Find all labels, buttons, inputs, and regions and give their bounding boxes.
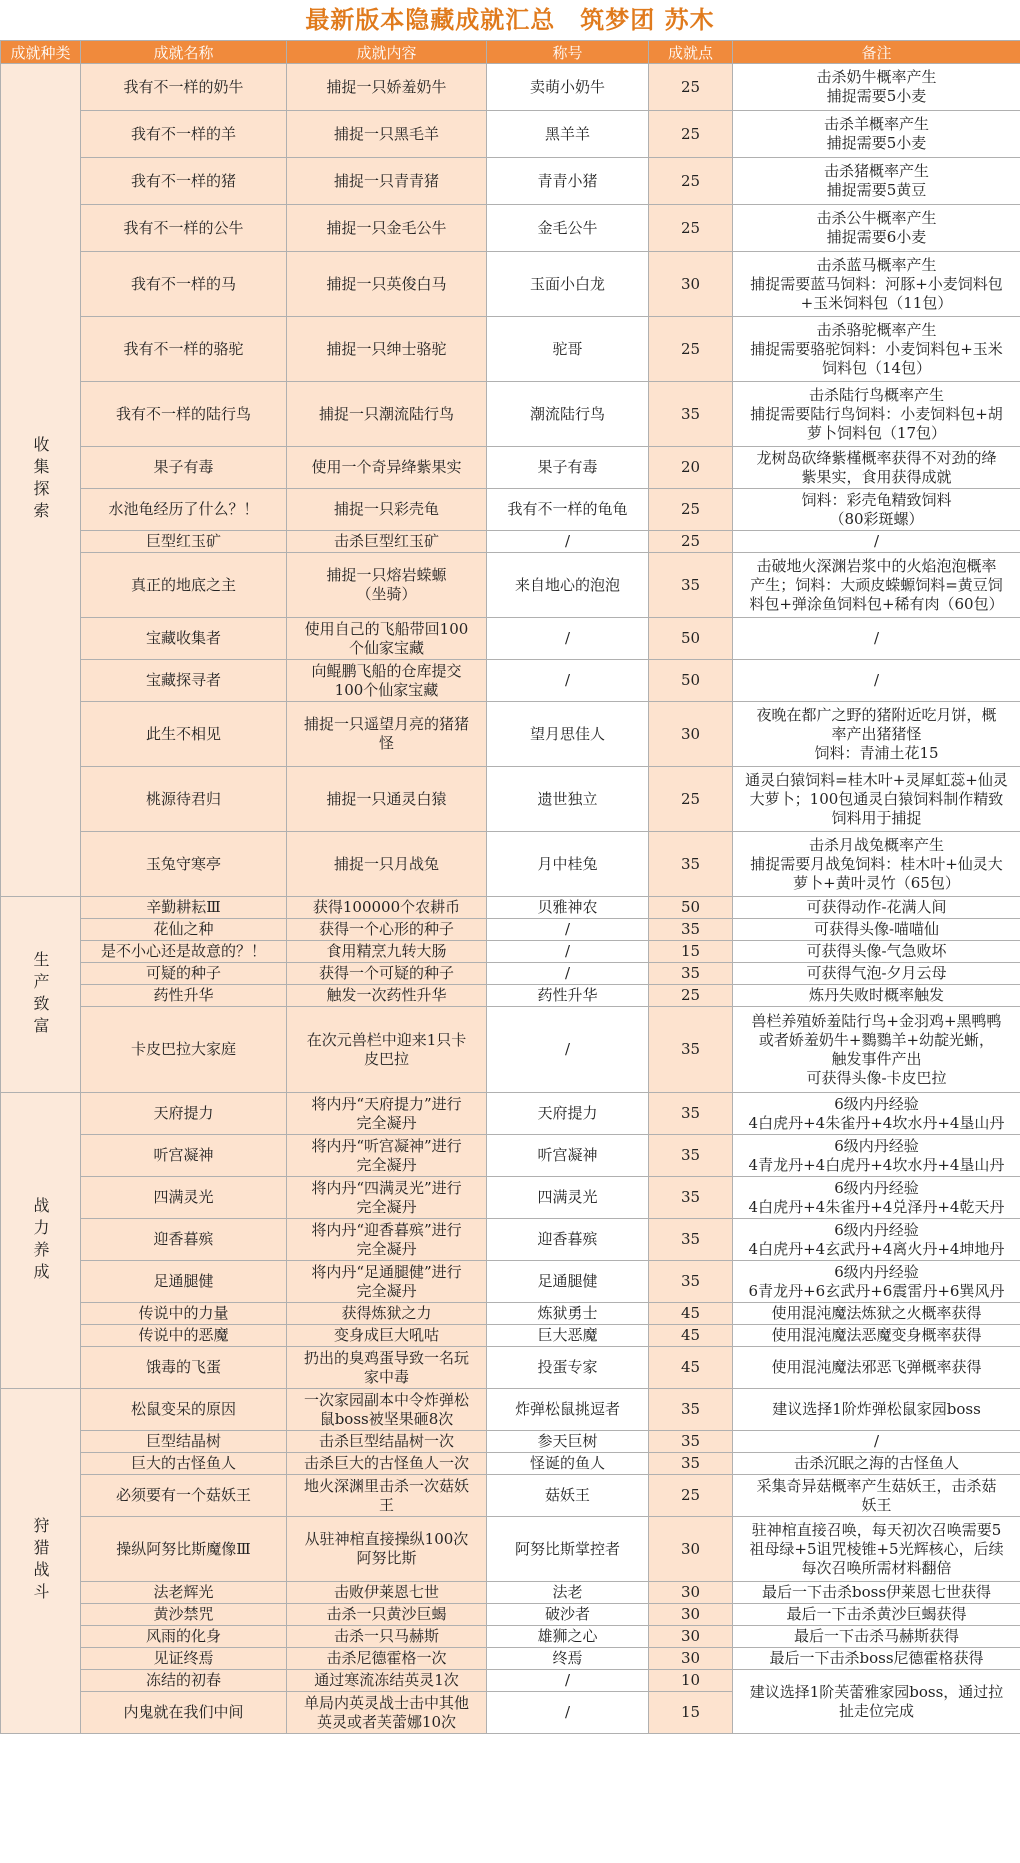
achievement-content-cell: 捕捉一只通灵白猿 [287,767,487,832]
achievement-points-cell: 35 [649,1453,733,1475]
achievement-content-cell: 使用自己的飞船带回100 个仙家宝藏 [287,618,487,660]
achievement-note-cell: 最后一下击杀马赫斯获得 [733,1626,1020,1648]
achievement-title-cell: / [487,531,649,553]
achievement-points-cell: 35 [649,1007,733,1093]
table-row [1,1648,1020,1670]
achievement-content-cell: 击败伊莱恩七世 [287,1582,487,1604]
table-row [1,1135,1020,1177]
achievement-title-cell: 我有不一样的龟龟 [487,489,649,531]
category-cell: 战力养成 [1,1093,81,1389]
achievement-note-cell: / [733,1431,1020,1453]
table-row [1,1303,1020,1325]
achievement-note-cell: 可获得动作-花满人间 [733,897,1020,919]
achievement-points-cell: 30 [649,1582,733,1604]
page-title: 最新版本隐藏成就汇总 筑梦团 苏木 [0,0,1020,40]
achievement-content-cell: 单局内英灵战士击中其他 英灵或者芙蕾娜10次 [287,1692,487,1734]
achievement-note-cell: 击杀骆驼概率产生 捕捉需要骆驼饲料：小麦饲料包+玉米 饲料包（14包） [733,317,1020,382]
achievement-content-cell: 捕捉一只熔岩蝾螈 （坐骑） [287,553,487,618]
achievement-content-cell: 通过寒流冻结英灵1次 [287,1670,487,1692]
achievement-points-cell: 50 [649,660,733,702]
achievement-title-cell: / [487,963,649,985]
table-row [1,447,1020,489]
achievement-note-cell: 6级内丹经验 4白虎丹+4玄武丹+4离火丹+4坤地丹 [733,1219,1020,1261]
achievement-name-cell: 足通腿健 [81,1261,287,1303]
achievement-note-cell: 6级内丹经验 4白虎丹+4朱雀丹+4坎水丹+4垦山丹 [733,1093,1020,1135]
achievement-title-cell: 果子有毒 [487,447,649,489]
achievement-name-cell: 宝藏收集者 [81,618,287,660]
achievement-points-cell: 35 [649,1093,733,1135]
achievement-points-cell: 25 [649,317,733,382]
table-row [1,985,1020,1007]
achievement-note-cell: 击杀月战兔概率产生 捕捉需要月战兔饲料：桂木叶+仙灵大 萝卜+黄叶灵竹（65包） [733,832,1020,897]
achievement-title-cell: 驼哥 [487,317,649,382]
achievement-title-cell: 巨大恶魔 [487,1325,649,1347]
achievement-points-cell: 35 [649,1261,733,1303]
achievement-name-cell: 四满灵光 [81,1177,287,1219]
table-row [1,252,1020,317]
achievement-name-cell: 卡皮巴拉大家庭 [81,1007,287,1093]
achievement-content-cell: 捕捉一只绅士骆驼 [287,317,487,382]
achievement-points-cell: 35 [649,382,733,447]
achievement-points-cell: 25 [649,985,733,1007]
achievement-title-cell: 破沙者 [487,1604,649,1626]
achievement-note-cell: 击杀沉眠之海的古怪鱼人 [733,1453,1020,1475]
achievement-title-cell: 望月思佳人 [487,702,649,767]
achievement-note-cell: 采集奇异菇概率产生菇妖王，击杀菇 妖王 [733,1475,1020,1517]
achievement-content-cell: 获得炼狱之力 [287,1303,487,1325]
achievement-name-cell: 巨型红玉矿 [81,531,287,553]
achievement-name-cell: 黄沙禁咒 [81,1604,287,1626]
achievement-note-cell: 龙树岛砍绛紫槿概率获得不对劲的绛 紫果实，食用获得成就 [733,447,1020,489]
achievement-points-cell: 10 [649,1670,733,1692]
achievement-name-cell: 可疑的种子 [81,963,287,985]
category-cell: 狩猎战斗 [1,1389,81,1734]
table-row [1,111,1020,158]
achievement-content-cell: 获得100000个农耕币 [287,897,487,919]
table-row [1,1389,1020,1431]
achievement-points-cell: 30 [649,1604,733,1626]
achievement-note-cell: 夜晚在都广之野的猪附近吃月饼，概 率产出猪猪怪 饲料：青浦土花15 [733,702,1020,767]
achievement-content-cell: 一次家园副本中令炸弹松 鼠boss被坚果砸8次 [287,1389,487,1431]
achievement-points-cell: 25 [649,531,733,553]
achievement-name-cell: 巨型结晶树 [81,1431,287,1453]
achievement-name-cell: 我有不一样的陆行鸟 [81,382,287,447]
table-row [1,1219,1020,1261]
table-row [1,897,1020,919]
achievement-points-cell: 25 [649,1475,733,1517]
achievement-note-cell: 击杀公牛概率产生 捕捉需要6小麦 [733,205,1020,252]
achievement-points-cell: 35 [649,1389,733,1431]
achievement-content-cell: 击杀巨型红玉矿 [287,531,487,553]
achievement-content-cell: 将内丹“天府提力”进行 完全凝丹 [287,1093,487,1135]
table-row [1,1177,1020,1219]
achievement-note-cell: 可获得头像-喵喵仙 [733,919,1020,941]
achievement-name-cell: 是不小心还是故意的？！ [81,941,287,963]
achievement-note-cell: 可获得头像-气急败坏 [733,941,1020,963]
achievement-note-cell: 最后一下击杀boss尼德霍格获得 [733,1648,1020,1670]
achievement-note-cell: 兽栏养殖娇羞陆行鸟+金羽鸡+黑鸭鸭 或者娇羞奶牛+鷚鷚羊+幼靛光蜥， 触发事件产出 可获得头像-卡皮巴拉 [733,1007,1020,1093]
achievement-name-cell: 法老辉光 [81,1582,287,1604]
achievement-content-cell: 击杀巨大的古怪鱼人一次 [287,1453,487,1475]
table-row [1,1093,1020,1135]
achievement-note-cell: / [733,531,1020,553]
achievement-note-cell: 击杀陆行鸟概率产生 捕捉需要陆行鸟饲料：小麦饲料包+胡 萝卜饲料包（17包） [733,382,1020,447]
achievement-title-cell: / [487,660,649,702]
achievement-name-cell: 花仙之种 [81,919,287,941]
achievement-title-cell: 卖萌小奶牛 [487,64,649,111]
table-row [1,1626,1020,1648]
achievement-points-cell: 25 [649,158,733,205]
achievement-title-cell: 金毛公牛 [487,205,649,252]
table-row [1,1582,1020,1604]
achievement-content-cell: 击杀尼德霍格一次 [287,1648,487,1670]
achievement-points-cell: 25 [649,767,733,832]
table-row [1,919,1020,941]
achievement-points-cell: 35 [649,1177,733,1219]
achievement-name-cell: 风雨的化身 [81,1626,287,1648]
achievement-note-cell: 击杀羊概率产生 捕捉需要5小麦 [733,111,1020,158]
table-row [1,205,1020,252]
achievement-points-cell: 25 [649,205,733,252]
achievement-note-cell: 饲料：彩壳龟精致饲料 （80彩斑螺） [733,489,1020,531]
table-row [1,1007,1020,1093]
achievement-title-cell: / [487,618,649,660]
achievement-name-cell: 见证终焉 [81,1648,287,1670]
achievement-content-cell: 变身成巨大吼咕 [287,1325,487,1347]
achievement-name-cell: 我有不一样的马 [81,252,287,317]
achievement-title-cell: 怪诞的鱼人 [487,1453,649,1475]
achievement-content-cell: 将内丹“四满灵光”进行 完全凝丹 [287,1177,487,1219]
achievement-content-cell: 击杀一只马赫斯 [287,1626,487,1648]
achievement-content-cell: 地火深渊里击杀一次菇妖 王 [287,1475,487,1517]
achievement-note-cell: 建议选择1阶炸弹松鼠家园boss [733,1389,1020,1431]
table-row [1,702,1020,767]
achievement-points-cell: 30 [649,1517,733,1582]
achievement-content-cell: 击杀一只黄沙巨蝎 [287,1604,487,1626]
achievement-note-cell: 可获得气泡-夕月云母 [733,963,1020,985]
table-row [1,1431,1020,1453]
achievement-name-cell: 我有不一样的骆驼 [81,317,287,382]
achievement-content-cell: 向鲲鹏飞船的仓库提交 100个仙家宝藏 [287,660,487,702]
achievement-title-cell: 天府提力 [487,1093,649,1135]
header-content: 成就内容 [287,41,487,64]
table-row [1,660,1020,702]
achievement-name-cell: 天府提力 [81,1093,287,1135]
achievement-title-cell: 遗世独立 [487,767,649,832]
achievement-content-cell: 获得一个可疑的种子 [287,963,487,985]
achievement-name-cell: 我有不一样的猪 [81,158,287,205]
achievement-note-cell: 击杀奶牛概率产生 捕捉需要5小麦 [733,64,1020,111]
table-row [1,317,1020,382]
achievement-points-cell: 35 [649,1431,733,1453]
table-row [1,1325,1020,1347]
table-row [1,1475,1020,1517]
table-row [1,1517,1020,1582]
table-row [1,1604,1020,1626]
category-cell: 收集探索 [1,64,81,897]
achievement-note-cell: / [733,618,1020,660]
achievement-title-cell: 四满灵光 [487,1177,649,1219]
achievement-points-cell: 45 [649,1303,733,1325]
achievement-title-cell: 菇妖王 [487,1475,649,1517]
achievement-points-cell: 35 [649,963,733,985]
achievement-title-cell: 潮流陆行鸟 [487,382,649,447]
achievement-content-cell: 将内丹“听宫凝神”进行 完全凝丹 [287,1135,487,1177]
achievement-title-cell: 玉面小白龙 [487,252,649,317]
achievement-note-cell: 使用混沌魔法邪恶飞弹概率获得 [733,1347,1020,1389]
table-row [1,553,1020,618]
achievement-name-cell: 饿毒的飞蛋 [81,1347,287,1389]
achievement-name-cell: 药性升华 [81,985,287,1007]
achievement-content-cell: 从驻神棺直接操纵100次 阿努比斯 [287,1517,487,1582]
achievement-name-cell: 冻结的初春 [81,1670,287,1692]
achievement-name-cell: 我有不一样的公牛 [81,205,287,252]
achievement-name-cell: 传说中的恶魔 [81,1325,287,1347]
achievement-points-cell: 30 [649,1626,733,1648]
achievement-title-cell: 足通腿健 [487,1261,649,1303]
table-row [1,1261,1020,1303]
achievement-content-cell: 获得一个心形的种子 [287,919,487,941]
achievement-content-cell: 捕捉一只青青猪 [287,158,487,205]
achievement-note-cell: 驻神棺直接召唤，每天初次召唤需要5 祖母绿+5诅咒棱锥+5光辉核心，后续 每次召唤所需材料翻倍 [733,1517,1020,1582]
achievement-title-cell: / [487,941,649,963]
achievement-title-cell: 贝雅神农 [487,897,649,919]
achievement-points-cell: 15 [649,941,733,963]
achievement-name-cell: 辛勤耕耘Ⅲ [81,897,287,919]
achievement-title-cell: 药性升华 [487,985,649,1007]
achievement-note-cell: 击杀蓝马概率产生 捕捉需要蓝马饲料：河豚+小麦饲料包 +玉米饲料包（11包） [733,252,1020,317]
achievement-title-cell: 黑羊羊 [487,111,649,158]
achievement-name-cell: 传说中的力量 [81,1303,287,1325]
achievement-note-cell: 击杀猪概率产生 捕捉需要5黄豆 [733,158,1020,205]
achievement-note-cell: 6级内丹经验 4白虎丹+4朱雀丹+4兑泽丹+4乾天丹 [733,1177,1020,1219]
table-row [1,382,1020,447]
achievement-note-cell: 使用混沌魔法恶魔变身概率获得 [733,1325,1020,1347]
achievement-title-cell: 迎香暮殡 [487,1219,649,1261]
achievement-title-cell: 阿努比斯掌控者 [487,1517,649,1582]
achievement-name-cell: 听宫凝神 [81,1135,287,1177]
achievement-name-cell: 水池龟经历了什么？！ [81,489,287,531]
achievement-title-cell: 听宫凝神 [487,1135,649,1177]
achievement-name-cell: 必须要有一个菇妖王 [81,1475,287,1517]
achievement-name-cell: 玉兔守寒亭 [81,832,287,897]
achievement-content-cell: 捕捉一只潮流陆行鸟 [287,382,487,447]
achievement-note-cell: 6级内丹经验 4青龙丹+4白虎丹+4坎水丹+4垦山丹 [733,1135,1020,1177]
achievement-title-cell: 炼狱勇士 [487,1303,649,1325]
achievement-name-cell: 操纵阿努比斯魔像Ⅲ [81,1517,287,1582]
achievement-note-cell: 最后一下击杀黄沙巨蝎获得 [733,1604,1020,1626]
achievement-name-cell: 此生不相见 [81,702,287,767]
achievement-points-cell: 25 [649,64,733,111]
achievement-points-cell: 35 [649,553,733,618]
achievement-name-cell: 桃源待君归 [81,767,287,832]
header-title: 称号 [487,41,649,64]
achievement-title-cell: / [487,1692,649,1734]
achievement-points-cell: 15 [649,1692,733,1734]
achievement-name-cell: 宝藏探寻者 [81,660,287,702]
header-points: 成就点 [649,41,733,64]
table-row [1,767,1020,832]
table-row [1,941,1020,963]
achievement-title-cell: 雄狮之心 [487,1626,649,1648]
achievement-note-cell: 使用混沌魔法炼狱之火概率获得 [733,1303,1020,1325]
table-row [1,618,1020,660]
achievement-note-cell: 最后一下击杀boss伊莱恩七世获得 [733,1582,1020,1604]
achievement-title-cell: / [487,1670,649,1692]
achievement-points-cell: 50 [649,618,733,660]
achievement-name-cell: 迎香暮殡 [81,1219,287,1261]
achievement-title-cell: / [487,1007,649,1093]
achievement-points-cell: 25 [649,489,733,531]
header-category: 成就种类 [1,41,81,64]
header-note: 备注 [733,41,1020,64]
achievement-name-cell: 松鼠变呆的原因 [81,1389,287,1431]
achievement-points-cell: 35 [649,919,733,941]
achievement-name-cell: 内鬼就在我们中间 [81,1692,287,1734]
achievement-points-cell: 35 [649,832,733,897]
achievement-content-cell: 捕捉一只月战兔 [287,832,487,897]
achievement-points-cell: 45 [649,1325,733,1347]
achievement-content-cell: 捕捉一只彩壳龟 [287,489,487,531]
achievement-points-cell: 35 [649,1219,733,1261]
achievement-note-cell: 通灵白猿饲料=桂木叶+灵犀虹蕊+仙灵 大萝卜；100包通灵白猿饲料制作精致 饲料用于捕捉 [733,767,1020,832]
achievement-name-cell: 我有不一样的奶牛 [81,64,287,111]
achievement-title-cell: 投蛋专家 [487,1347,649,1389]
table-row [1,832,1020,897]
achievement-points-cell: 25 [649,111,733,158]
achievement-content-cell: 捕捉一只金毛公牛 [287,205,487,252]
achievement-title-cell: 炸弹松鼠挑逗者 [487,1389,649,1431]
achievement-note-cell: 6级内丹经验 6青龙丹+6玄武丹+6震雷丹+6巽风丹 [733,1261,1020,1303]
achievement-table [0,40,1020,1734]
achievement-name-cell: 巨大的古怪鱼人 [81,1453,287,1475]
achievement-content-cell: 食用精烹九转大肠 [287,941,487,963]
achievement-title-cell: 青青小猪 [487,158,649,205]
achievement-title-cell: 来自地心的泡泡 [487,553,649,618]
achievement-points-cell: 30 [649,252,733,317]
header-name: 成就名称 [81,41,287,64]
table-row [1,64,1020,111]
table-row [1,963,1020,985]
table-row [1,1453,1020,1475]
achievement-name-cell: 我有不一样的羊 [81,111,287,158]
achievement-title-cell: 参天巨树 [487,1431,649,1453]
achievement-content-cell: 捕捉一只娇羞奶牛 [287,64,487,111]
achievement-content-cell: 将内丹“迎香暮殡”进行 完全凝丹 [287,1219,487,1261]
achievement-title-cell: / [487,919,649,941]
achievement-points-cell: 50 [649,897,733,919]
achievement-name-cell: 真正的地底之主 [81,553,287,618]
table-row [1,489,1020,531]
achievement-content-cell: 击杀巨型结晶树一次 [287,1431,487,1453]
achievement-note-cell: 建议选择1阶芙蕾雅家园boss，通过拉 扯走位完成 [733,1670,1020,1734]
achievement-title-cell: 月中桂兔 [487,832,649,897]
achievement-points-cell: 45 [649,1347,733,1389]
table-body [1,64,1020,1734]
table-row [1,1670,1020,1692]
achievement-content-cell: 捕捉一只遥望月亮的猪猪 怪 [287,702,487,767]
achievement-points-cell: 35 [649,1135,733,1177]
achievement-points-cell: 30 [649,1648,733,1670]
achievement-content-cell: 扔出的臭鸡蛋导致一名玩 家中毒 [287,1347,487,1389]
achievement-points-cell: 20 [649,447,733,489]
achievement-note-cell: 击破地火深渊岩浆中的火焰泡泡概率 产生；饲料：大顽皮蝾螈饲料=黄豆饲 料包+弹涂鱼饲料包+稀有肉（60包） [733,553,1020,618]
achievement-title-cell: 终焉 [487,1648,649,1670]
achievement-content-cell: 触发一次药性升华 [287,985,487,1007]
achievement-content-cell: 捕捉一只英俊白马 [287,252,487,317]
achievement-name-cell: 果子有毒 [81,447,287,489]
category-cell: 生产致富 [1,897,81,1093]
achievement-content-cell: 将内丹“足通腿健”进行 完全凝丹 [287,1261,487,1303]
achievement-title-cell: 法老 [487,1582,649,1604]
achievement-points-cell: 30 [649,702,733,767]
achievement-content-cell: 捕捉一只黑毛羊 [287,111,487,158]
table-row [1,158,1020,205]
achievement-content-cell: 在次元兽栏中迎来1只卡 皮巴拉 [287,1007,487,1093]
table-row [1,531,1020,553]
table-row [1,1347,1020,1389]
achievement-note-cell: 炼丹失败时概率触发 [733,985,1020,1007]
table-header-row [1,41,1020,64]
achievement-content-cell: 使用一个奇异绛紫果实 [287,447,487,489]
achievement-note-cell: / [733,660,1020,702]
